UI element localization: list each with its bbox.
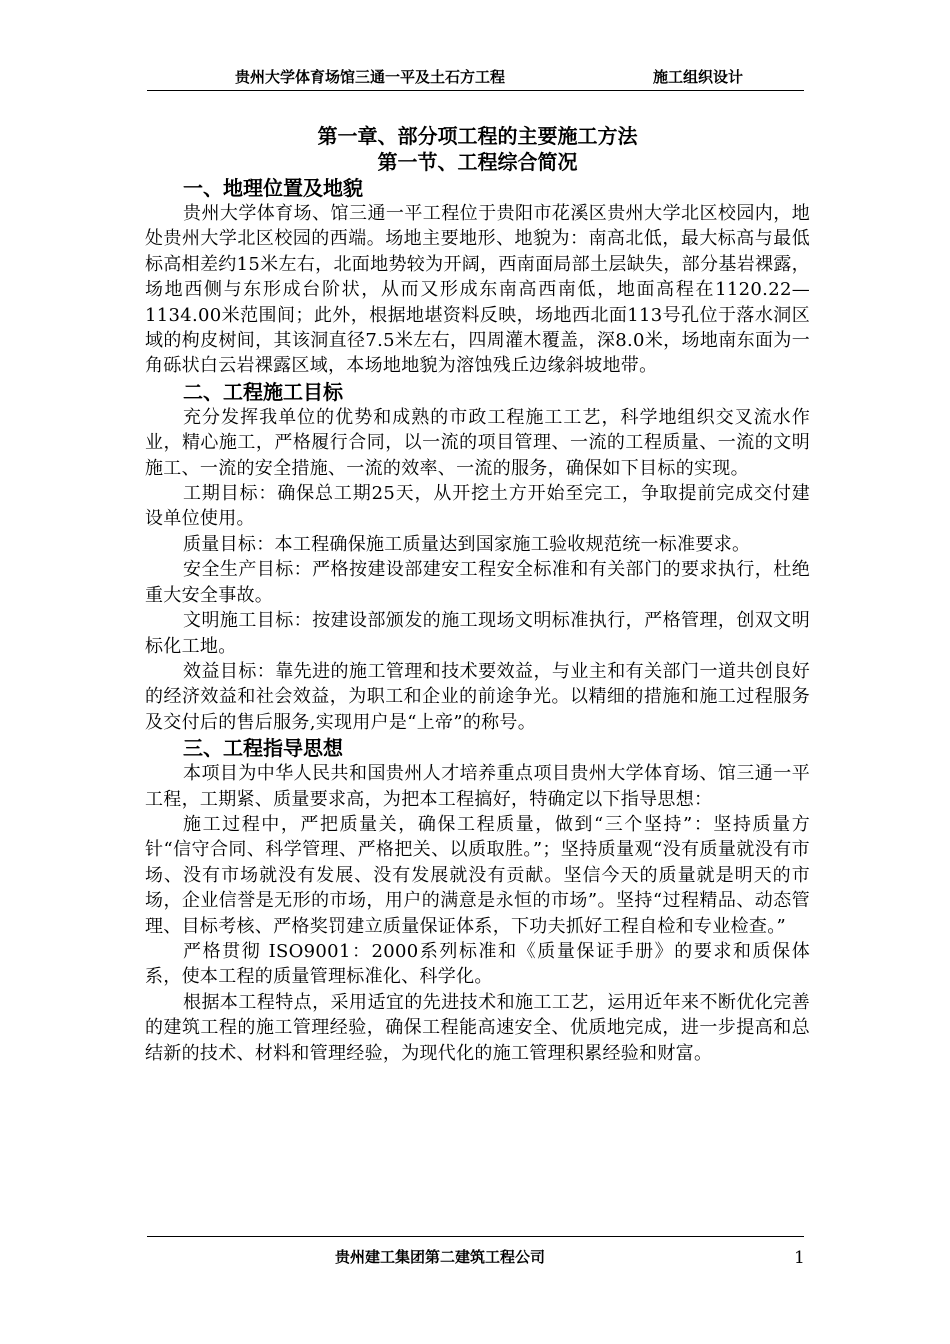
paragraph: 严格贯彻 ISO9001：2000系列标准和《质量保证手册》的要求和质保体系，使本工程的质量管理标准化、科学化。 [145, 940, 810, 988]
paragraph-schedule-goal: 工期目标：确保总工期25天，从开挖土方开始至完工，争取提前完成交付建设单位使用。 [145, 483, 810, 530]
paragraph: 根据本工程特点，采用适宜的先进技术和施工工艺，运用近年来不断优化完善的建筑工程的施工管理经验，确保工程能高速安全、优质地完成，进一步提高和总结新的技术、材料和管理经验，为现代化的施工管理积累经验和财富。 [145, 991, 810, 1064]
paragraph-safety-goal: 安全生产目标：严格按建设部建安工程安全标准和有关部门的要求执行，杜绝重大安全事故。 [145, 559, 810, 606]
paragraph: 本项目为中华人民共和国贵州人才培养重点项目贵州大学体育场、馆三通一平工程，工期紧、质量要求高，为把本工程搞好，特确定以下指导思想： [145, 763, 810, 810]
paragraph: 施工过程中，严把质量关，确保工程质量，做到“三个坚持”：坚持质量方针“信守合同、科学管理、严格把关、以质取胜。”；坚持质量观“没有质量就没有市场、没有市场就没有发展、没有发展就没有贡献。坚信今天的质量就是明天的市场，企业信誉是无形的市场，用户的满意是永恒的市场”。坚持“过程精品、动态管理、目标考核、严格奖罚建立质量保证体系，下功夫抓好工程自检和专业检查。” [145, 813, 810, 937]
document-body [145, 123, 810, 1066]
footer-divider [147, 1236, 804, 1237]
paragraph-quality-goal: 质量目标：本工程确保施工质量达到国家施工验收规范统一标准要求。 [183, 533, 751, 555]
footer-company: 贵州建工集团第二建筑工程公司 [335, 1248, 546, 1266]
section-title: 第一节、工程综合简况 [377, 150, 578, 174]
header-document-type: 施工组织设计 [653, 68, 744, 86]
paragraph: 贵州大学体育场、馆三通一平工程位于贵阳市花溪区贵州大学北区校园内，地处贵州大学北区校园的西端。场地主要地形、地貌为：南高北低，最大标高与最低标高相差约15米左右，北面地势较为开阔，西南面局部土层缺失，部分基岩裸露，场地西侧与东形成台阶状，从而又形成东南高西南低，地面高程在1120.22—1134.00米范围间；此外，根据地堪资料反映，场地西北面113号孔位于落水洞区域的枸皮树间，其该洞直径7.5米左右，四周灌木覆盖，深8.0米，场地南东面为一角砾状白云岩裸露区域，本场地地貌为溶蚀残丘边缘斜坡地带。 [145, 203, 810, 377]
paragraph-civilized-goal: 文明施工目标：按建设部颁发的施工现场文明标准执行，严格管理，创双文明标化工地。 [145, 610, 810, 657]
section-heading-goals: 二、工程施工目标 [183, 379, 343, 404]
page-number: 1 [794, 1248, 805, 1268]
header-project-title: 贵州大学体育场馆三通一平及土石方工程 [235, 68, 506, 86]
page-header [147, 62, 804, 91]
section-heading-location: 一、地理位置及地貌 [183, 176, 363, 200]
paragraph-benefit-goal: 效益目标：靠先进的施工管理和技术要效益，与业主和有关部门一道共创良好的经济效益和社会效益，为职工和企业的前途争光。以精细的措施和施工过程服务及交付后的售后服务,实现用户是“上帝”的称号。 [145, 660, 810, 733]
section-heading-guiding-ideas: 三、工程指导思想 [183, 736, 343, 761]
chapter-title: 第一章、部分项工程的主要施工方法 [317, 124, 638, 148]
paragraph: 充分发挥我单位的优势和成熟的市政工程施工工艺，科学地组织交叉流水作业，精心施工，严格履行合同，以一流的项目管理、一流的工程质量、一流的文明施工、一流的安全措施、一流的效率、一流的服务，确保如下目标的实现。 [145, 406, 810, 479]
